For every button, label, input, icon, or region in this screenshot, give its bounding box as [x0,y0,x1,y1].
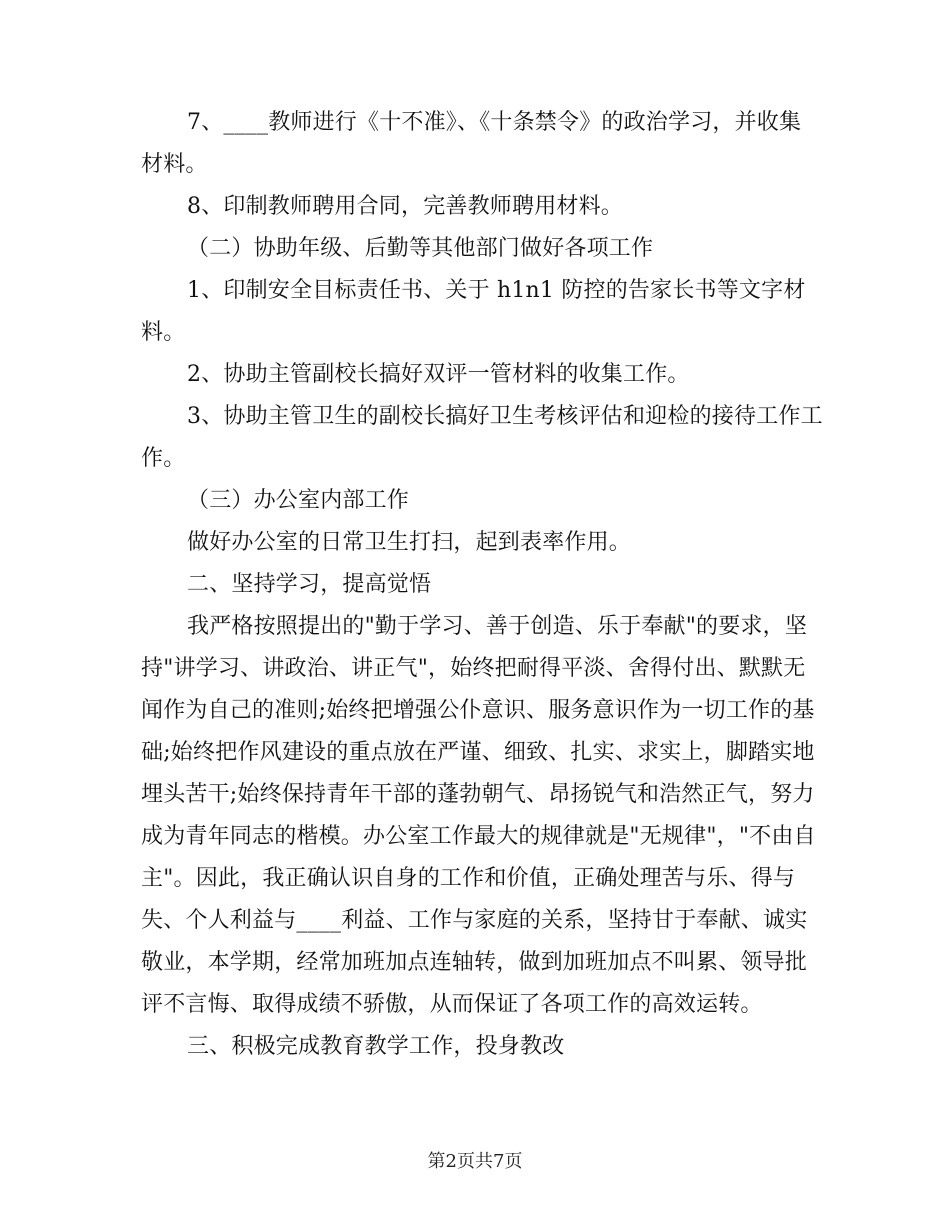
paragraph-item-1 [141,270,811,354]
paragraph-line: 3、协助主管卫生的副校长搞好卫生考核评估和迎检的接待工作工 [187,404,823,429]
paragraph-line: 闻作为自己的准则;始终把增强公仆意识、服务意识作为一切工作的基 [141,698,815,723]
document-body [141,102,823,1068]
paragraph-line: 料。 [141,320,186,345]
paragraph-item-7 [141,102,811,186]
paragraph-line: 8、印制教师聘用合同，完善教师聘用材料。 [187,194,623,219]
paragraph-item-8 [141,186,811,228]
paragraph-line: 敬业，本学期，经常加班加点连轴转，做到加班加点不叫累、领导批 [141,950,808,975]
paragraph-line: 失、个人利益与____利益、工作与家庭的关系，坚持甘于奉献、诚实 [141,908,808,933]
paragraph-line: 2、协助主管副校长搞好双评一管材料的收集工作。 [187,362,690,387]
paragraph-line: 主"。因此，我正确认识自身的工作和价值，正确处理苦与乐、得与 [141,866,796,891]
paragraph-line: （二）协助年级、后勤等其他部门做好各项工作 [187,236,654,261]
paragraph-item-3 [141,396,823,480]
paragraph-item-2 [141,354,811,396]
paragraph-line: 1、印制安全目标责任书、关于 h1n1 防控的告家长书等文字材 [187,278,806,303]
section-heading-study [141,564,811,606]
paragraph-line: 埋头苦干;始终保持青年干部的蓬勃朝气、昂扬锐气和浩然正气，努力 [141,782,815,807]
paragraph-line: 成为青年同志的楷模。办公室工作最大的规律就是"无规律"，"不由自 [141,824,816,849]
section-heading-office-internal [141,480,811,522]
page-number-footer: 第2页共7页 [427,1151,523,1172]
paragraph-line: 三、积极完成教育教学工作，投身教改 [187,1034,565,1059]
section-heading-teaching [141,1026,811,1068]
paragraph-office-cleaning [141,522,811,564]
paragraph-study-body [141,606,816,1026]
paragraph-line: 评不言悔、取得成绩不骄傲，从而保证了各项工作的高效运转。 [141,992,763,1017]
paragraph-line: 础;始终把作风建设的重点放在严谨、细致、扎实、求实上，脚踏实地 [141,740,815,765]
paragraph-line: 作。 [141,446,186,471]
paragraph-line: 做好办公室的日常卫生打扫，起到表率作用。 [187,530,632,555]
paragraph-line: 我严格按照提出的"勤于学习、善于创造、乐于奉献"的要求，坚 [187,614,808,639]
paragraph-line: 材料。 [141,152,208,177]
paragraph-line: 7、____教师进行《十不准》、《十条禁令》的政治学习，并收集 [187,110,802,135]
paragraph-line: 持"讲学习、讲政治、讲正气"，始终把耐得平淡、舍得付出、默默无 [141,656,806,681]
paragraph-line: 二、坚持学习，提高觉悟 [187,572,432,597]
paragraph-line: （三）办公室内部工作 [187,488,410,513]
section-heading-assist-departments [141,228,811,270]
